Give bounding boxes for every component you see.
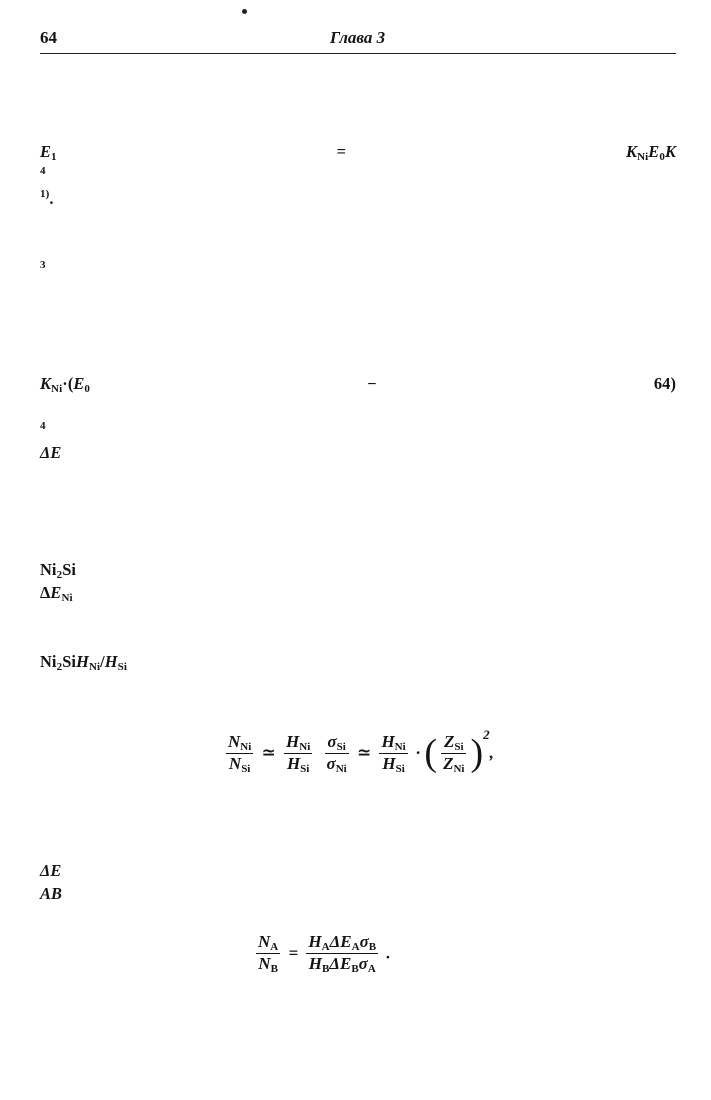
text-line: ΔE	[40, 443, 62, 462]
text-line: 4	[40, 420, 46, 432]
fraction: $\frac{H_A\Delta E_A\sigma_B}{H_B\Delta E_B\sigma_A}$	[308, 932, 377, 975]
text-line: $Ni_2SiH_{Ni}/H_{Si}$	[40, 652, 128, 673]
page-number: 64	[40, 28, 57, 47]
fraction: $\frac{H_{Ni}}{H_{Si}}$	[286, 731, 311, 775]
text-line: $K_{Ni}\cdot(E_0 - 64)$	[40, 374, 676, 395]
fraction: $\frac{N_{Ni}}{N_{Si}}$	[228, 731, 252, 775]
running-header	[40, 28, 675, 52]
text-line: AB	[40, 884, 63, 903]
fraction: $\frac{Z_{Si}}{Z_{Ni}}$	[443, 731, 465, 775]
text-line: $Ni_2Si$	[40, 560, 77, 581]
print-speck	[242, 9, 247, 14]
text-line: $^{1)}$.	[40, 188, 54, 208]
fraction: $\frac{\sigma_{Si}}{\sigma_{Ni}}$	[326, 731, 347, 775]
text-line: ΔE	[40, 861, 62, 880]
equation-3-26: $\frac{N_{Ni}}{N_{Si}}$ ≃ $\frac{H_{Ni}}{H_{Si}}$ $\frac{\sigma_{Si}}{\sigma_{Ni}}$ ≃ $\frac{H_{Ni}}{H_{Si}}$ · ( $\frac{Z_{Si}}{Z_{Ni}}$ )$^2$,	[228, 727, 494, 775]
text-line: 4	[40, 165, 46, 177]
fraction: $\frac{N_A}{N_B}$	[258, 932, 279, 975]
text-line: 3	[40, 259, 46, 271]
chapter-title: Глава 3	[329, 28, 386, 47]
fraction: $\frac{H_{Ni}}{H_{Si}}$	[381, 731, 406, 775]
header-rule	[40, 53, 676, 54]
text-line: $E_1 = K_{Ni}E_0K$	[40, 142, 676, 163]
equation-3-27: $\frac{N_A}{N_B}$ = $\frac{H_A\Delta E_A\sigma_B}{H_B\Delta E_B\sigma_A}$ .	[258, 932, 391, 975]
text-line: $\Delta E_{Ni}$	[40, 583, 73, 604]
